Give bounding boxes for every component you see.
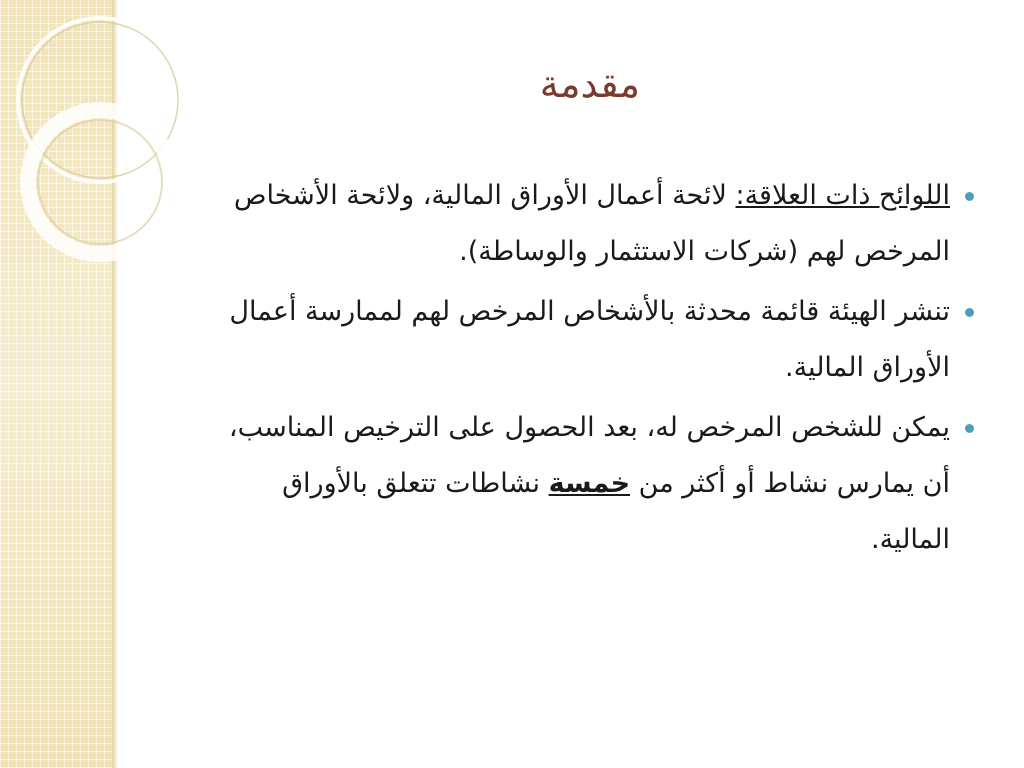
- bullet-text: تنشر الهيئة قائمة محدثة بالأشخاص المرخص لهم لممارسة أعمال الأوراق المالية.: [229, 296, 950, 383]
- bullet-text-after: نشاطات تتعلق بالأوراق المالية.: [282, 468, 950, 555]
- bullet-text: لائحة أعمال الأوراق المالية، ولائحة الأشخاص المرخص لهم (شركات الاستثمار والوساطة).: [233, 180, 950, 267]
- bullet-dot-icon: [965, 192, 974, 201]
- bullet-dot-icon: [965, 424, 974, 433]
- decorative-rings: [0, 0, 200, 300]
- bullet-text-before: يمكن للشخص المرخص له، بعد الحصول على الترخيص المناسب، أن يمارس نشاط أو أكثر من: [228, 412, 950, 499]
- slide-title: مقدمة: [539, 62, 640, 106]
- bullet-bold-underlined: خمسة: [548, 468, 631, 499]
- bullet-dot-icon: [965, 308, 974, 317]
- bullet-list: [218, 168, 950, 572]
- bullet-item-published-list: [218, 284, 950, 396]
- bullet-item-activities: [218, 400, 950, 568]
- bullet-item-regulations: [218, 168, 950, 280]
- bullet-lead-underlined: اللوائح ذات العلاقة:: [735, 180, 950, 211]
